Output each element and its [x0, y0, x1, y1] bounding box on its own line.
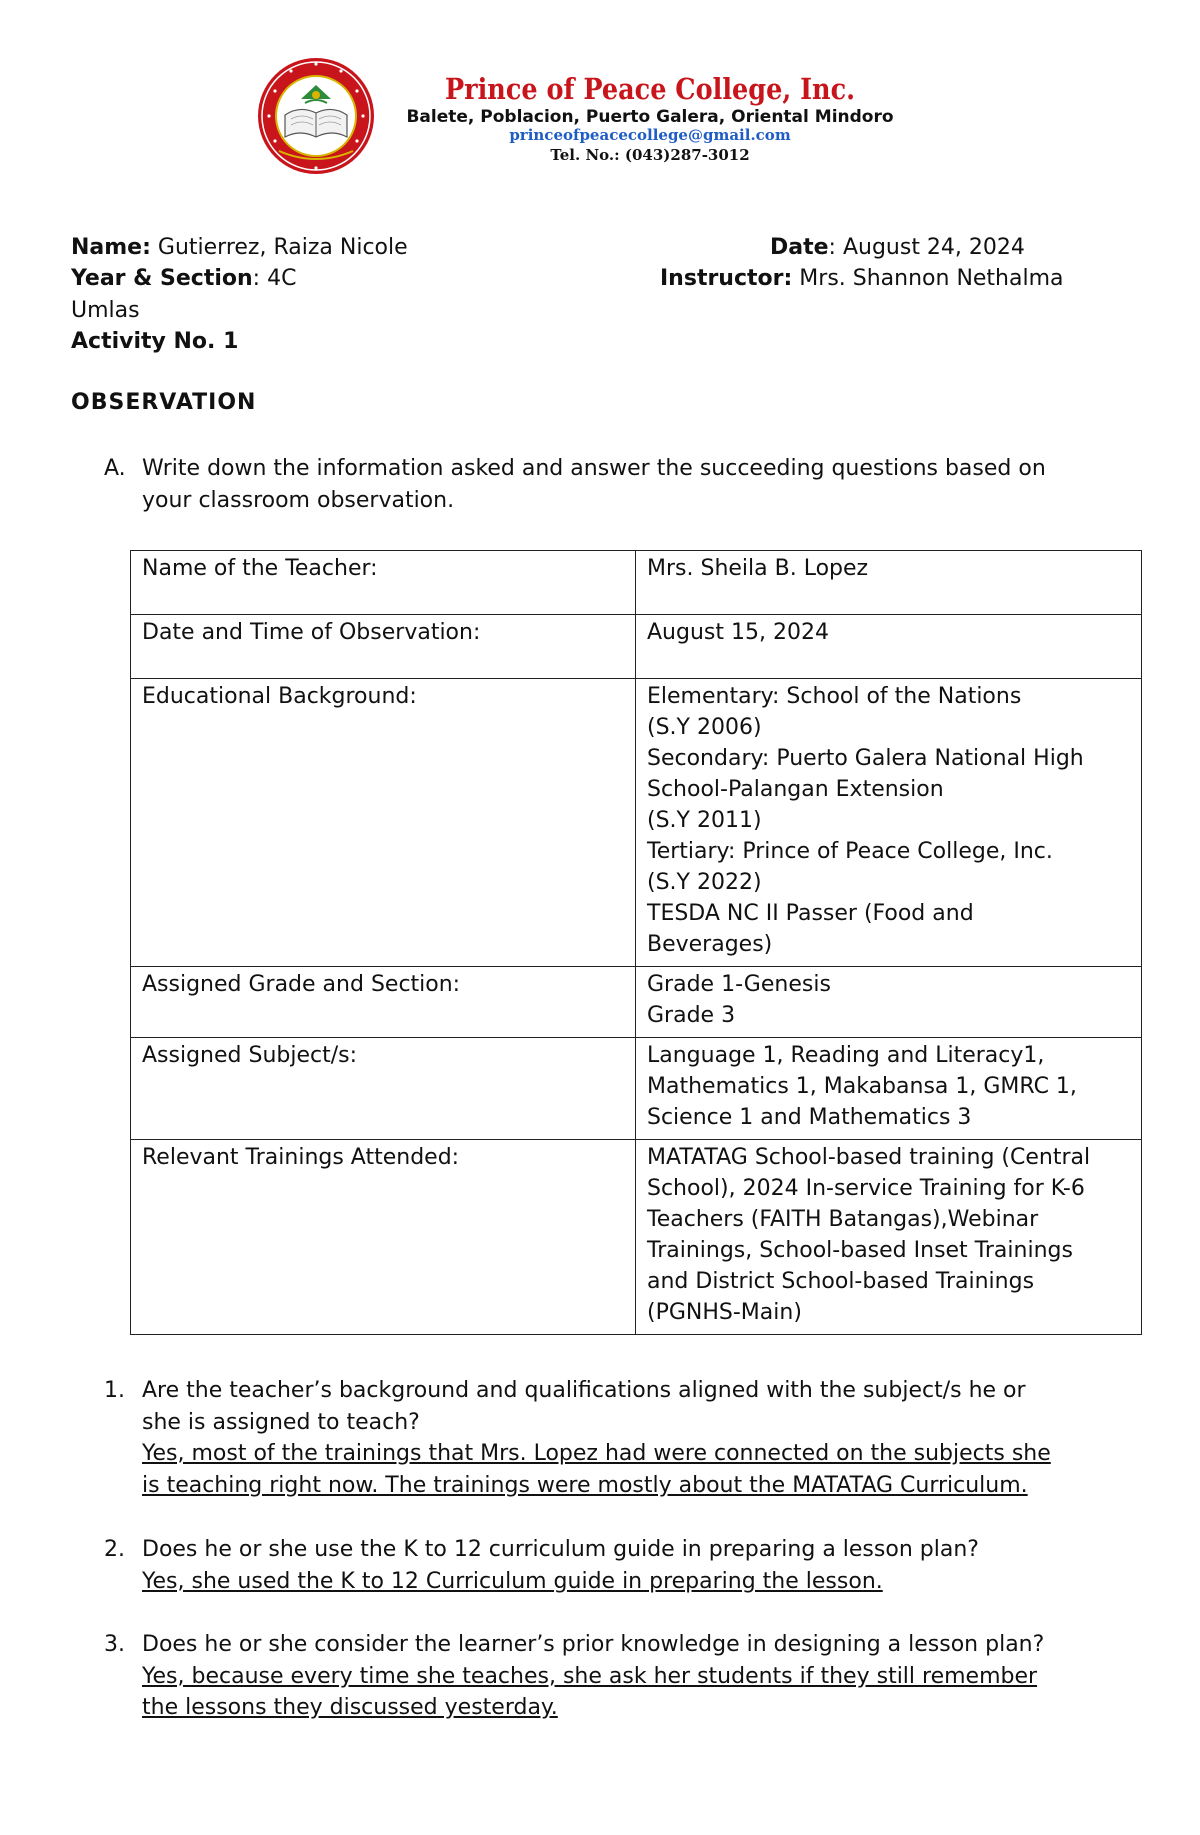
table-row: [131, 1140, 1142, 1335]
answer-text: Yes, most of the trainings that Mrs. Lopez had were connected on the subjects she: [142, 1441, 1051, 1466]
section-title: OBSERVATION: [71, 390, 257, 415]
table-row: [131, 615, 1142, 679]
list-marker: 1.: [104, 1378, 125, 1403]
answer-text: the lessons they discussed yesterday.: [142, 1695, 558, 1720]
row-value: MATATAG School-based training (Central School), 2024 In-service Training for K-6 Teachers (FAITH Batangas),Webinar Trainings, School-based Inset Trainings and District School-based Trainings (PGNHS-Main): [636, 1140, 1142, 1335]
question-text: she is assigned to teach?: [142, 1409, 420, 1435]
activity-number: Activity No. 1: [71, 329, 239, 354]
instruction-line: your classroom observation.: [142, 488, 455, 513]
submission-date-field: Date: August 24, 2024: [770, 235, 1025, 260]
question-item: [104, 1534, 1124, 1597]
table-row: [131, 967, 1142, 1038]
college-name: Prince of Peace College, Inc.: [444, 72, 856, 106]
college-email: princeofpeacecollege@gmail.com: [509, 126, 791, 144]
instruction-line: Write down the information asked and answer the succeeding questions based on: [142, 456, 1046, 481]
year-section-field: Year & Section: 4C: [71, 266, 297, 291]
table-row: [131, 551, 1142, 615]
instructor-field-continued: Umlas: [71, 298, 140, 323]
answer-text: Yes, she used the K to 12 Curriculum guide in preparing the lesson.: [142, 1568, 883, 1594]
list-marker: 3.: [104, 1632, 125, 1657]
row-value: Mrs. Sheila B. Lopez: [636, 551, 1142, 615]
row-label: Assigned Subject/s:: [131, 1038, 636, 1140]
document-header: [0, 0, 1200, 180]
list-marker: A.: [104, 456, 126, 481]
row-value: Grade 1-Genesis Grade 3: [636, 967, 1142, 1038]
row-label: Relevant Trainings Attended:: [131, 1140, 636, 1335]
instructor-field: Instructor: Mrs. Shannon Nethalma: [660, 266, 1064, 291]
instruction-item: [104, 453, 1114, 517]
row-label: Date and Time of Observation:: [131, 615, 636, 679]
student-name-field: Name: Gutierrez, Raiza Nicole: [71, 235, 408, 260]
college-address: Balete, Poblacion, Puerto Galera, Oriental Mindoro: [406, 107, 894, 127]
table-row: [131, 679, 1142, 967]
question-item: [104, 1375, 1124, 1501]
answer-text: is teaching right now. The trainings were mostly about the MATATAG Curriculum.: [142, 1472, 1028, 1498]
list-marker: 2.: [104, 1537, 125, 1562]
row-value: Language 1, Reading and Literacy1, Mathematics 1, Makabansa 1, GMRC 1, Science 1 and Mathematics 3: [636, 1038, 1142, 1140]
table-row: [131, 1038, 1142, 1140]
question-text: Does he or she use the K to 12 curriculum guide in preparing a lesson plan?: [142, 1537, 979, 1562]
row-label: Name of the Teacher:: [131, 551, 636, 615]
question-text: Does he or she consider the learner’s prior knowledge in designing a lesson plan?: [142, 1632, 1045, 1657]
question-text: Are the teacher’s background and qualifications aligned with the subject/s he or: [142, 1378, 1026, 1403]
college-seal-logo: [255, 55, 377, 177]
answer-text: Yes, because every time she teaches, she ask her students if they still remember: [142, 1663, 1038, 1689]
college-telephone: Tel. No.: (043)287-3012: [550, 146, 750, 164]
question-item: [104, 1629, 1124, 1724]
row-label: Assigned Grade and Section:: [131, 967, 636, 1038]
observation-table: [130, 550, 1142, 1335]
row-value: August 15, 2024: [636, 615, 1142, 679]
row-value: Elementary: School of the Nations (S.Y 2006) Secondary: Puerto Galera National High School-Palangan Extension (S.Y 2011) Tertiary: Prince of Peace College, Inc. (S.Y 2022) TESDA NC II Passer (Food and Beverages): [636, 679, 1142, 967]
row-label: Educational Background:: [131, 679, 636, 967]
